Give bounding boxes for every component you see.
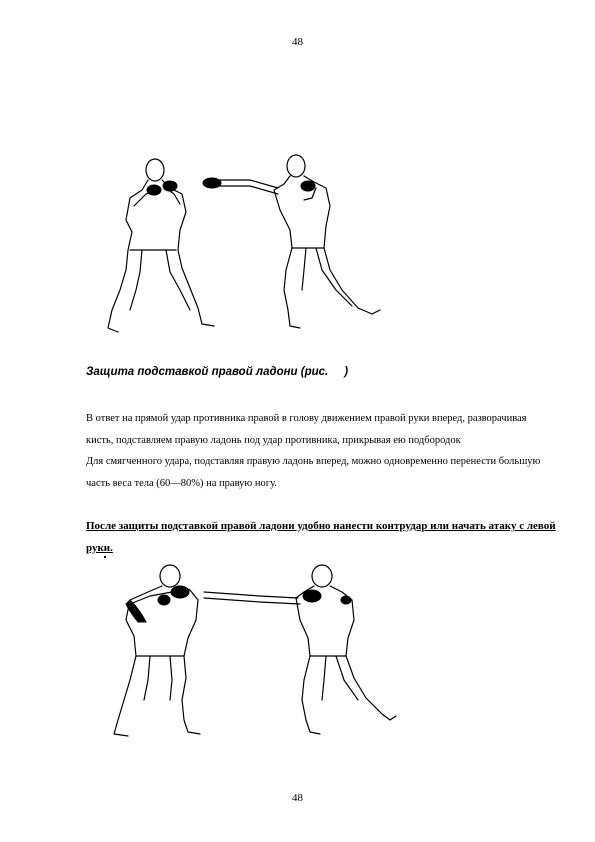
body-text xyxy=(86,408,556,494)
stray-dot xyxy=(104,556,106,558)
boxing-illustration-top xyxy=(90,150,390,340)
boxing-illustration-bottom xyxy=(100,560,410,738)
right-boxer-figure-2 xyxy=(204,565,396,734)
bold-paragraph: После защиты подставкой правой ладони удобно нанести контрудар или начать атаку с левой руки. xyxy=(86,520,556,554)
page-number-top: 48 xyxy=(292,36,303,48)
paragraph-2: Для смягченного удара, подставляя правую ладонь вперед, можно одновременно перенести большую часть веса тела (60—80%) на правую ногу. xyxy=(86,456,541,489)
right-boxer-figure xyxy=(203,155,380,328)
left-boxer-figure xyxy=(108,159,214,332)
paragraph-1: В ответ на прямой удар противника правой в голову движением правой руки вперед, разворачивая кисть, подставляем правую ладонь под удар противника, прикрывая ею подбородок xyxy=(86,413,527,446)
page-number-bottom: 48 xyxy=(292,792,303,804)
section-heading: Защита подставкой правой ладони (рис. ) xyxy=(86,366,349,378)
left-boxer-figure-2 xyxy=(114,565,200,736)
